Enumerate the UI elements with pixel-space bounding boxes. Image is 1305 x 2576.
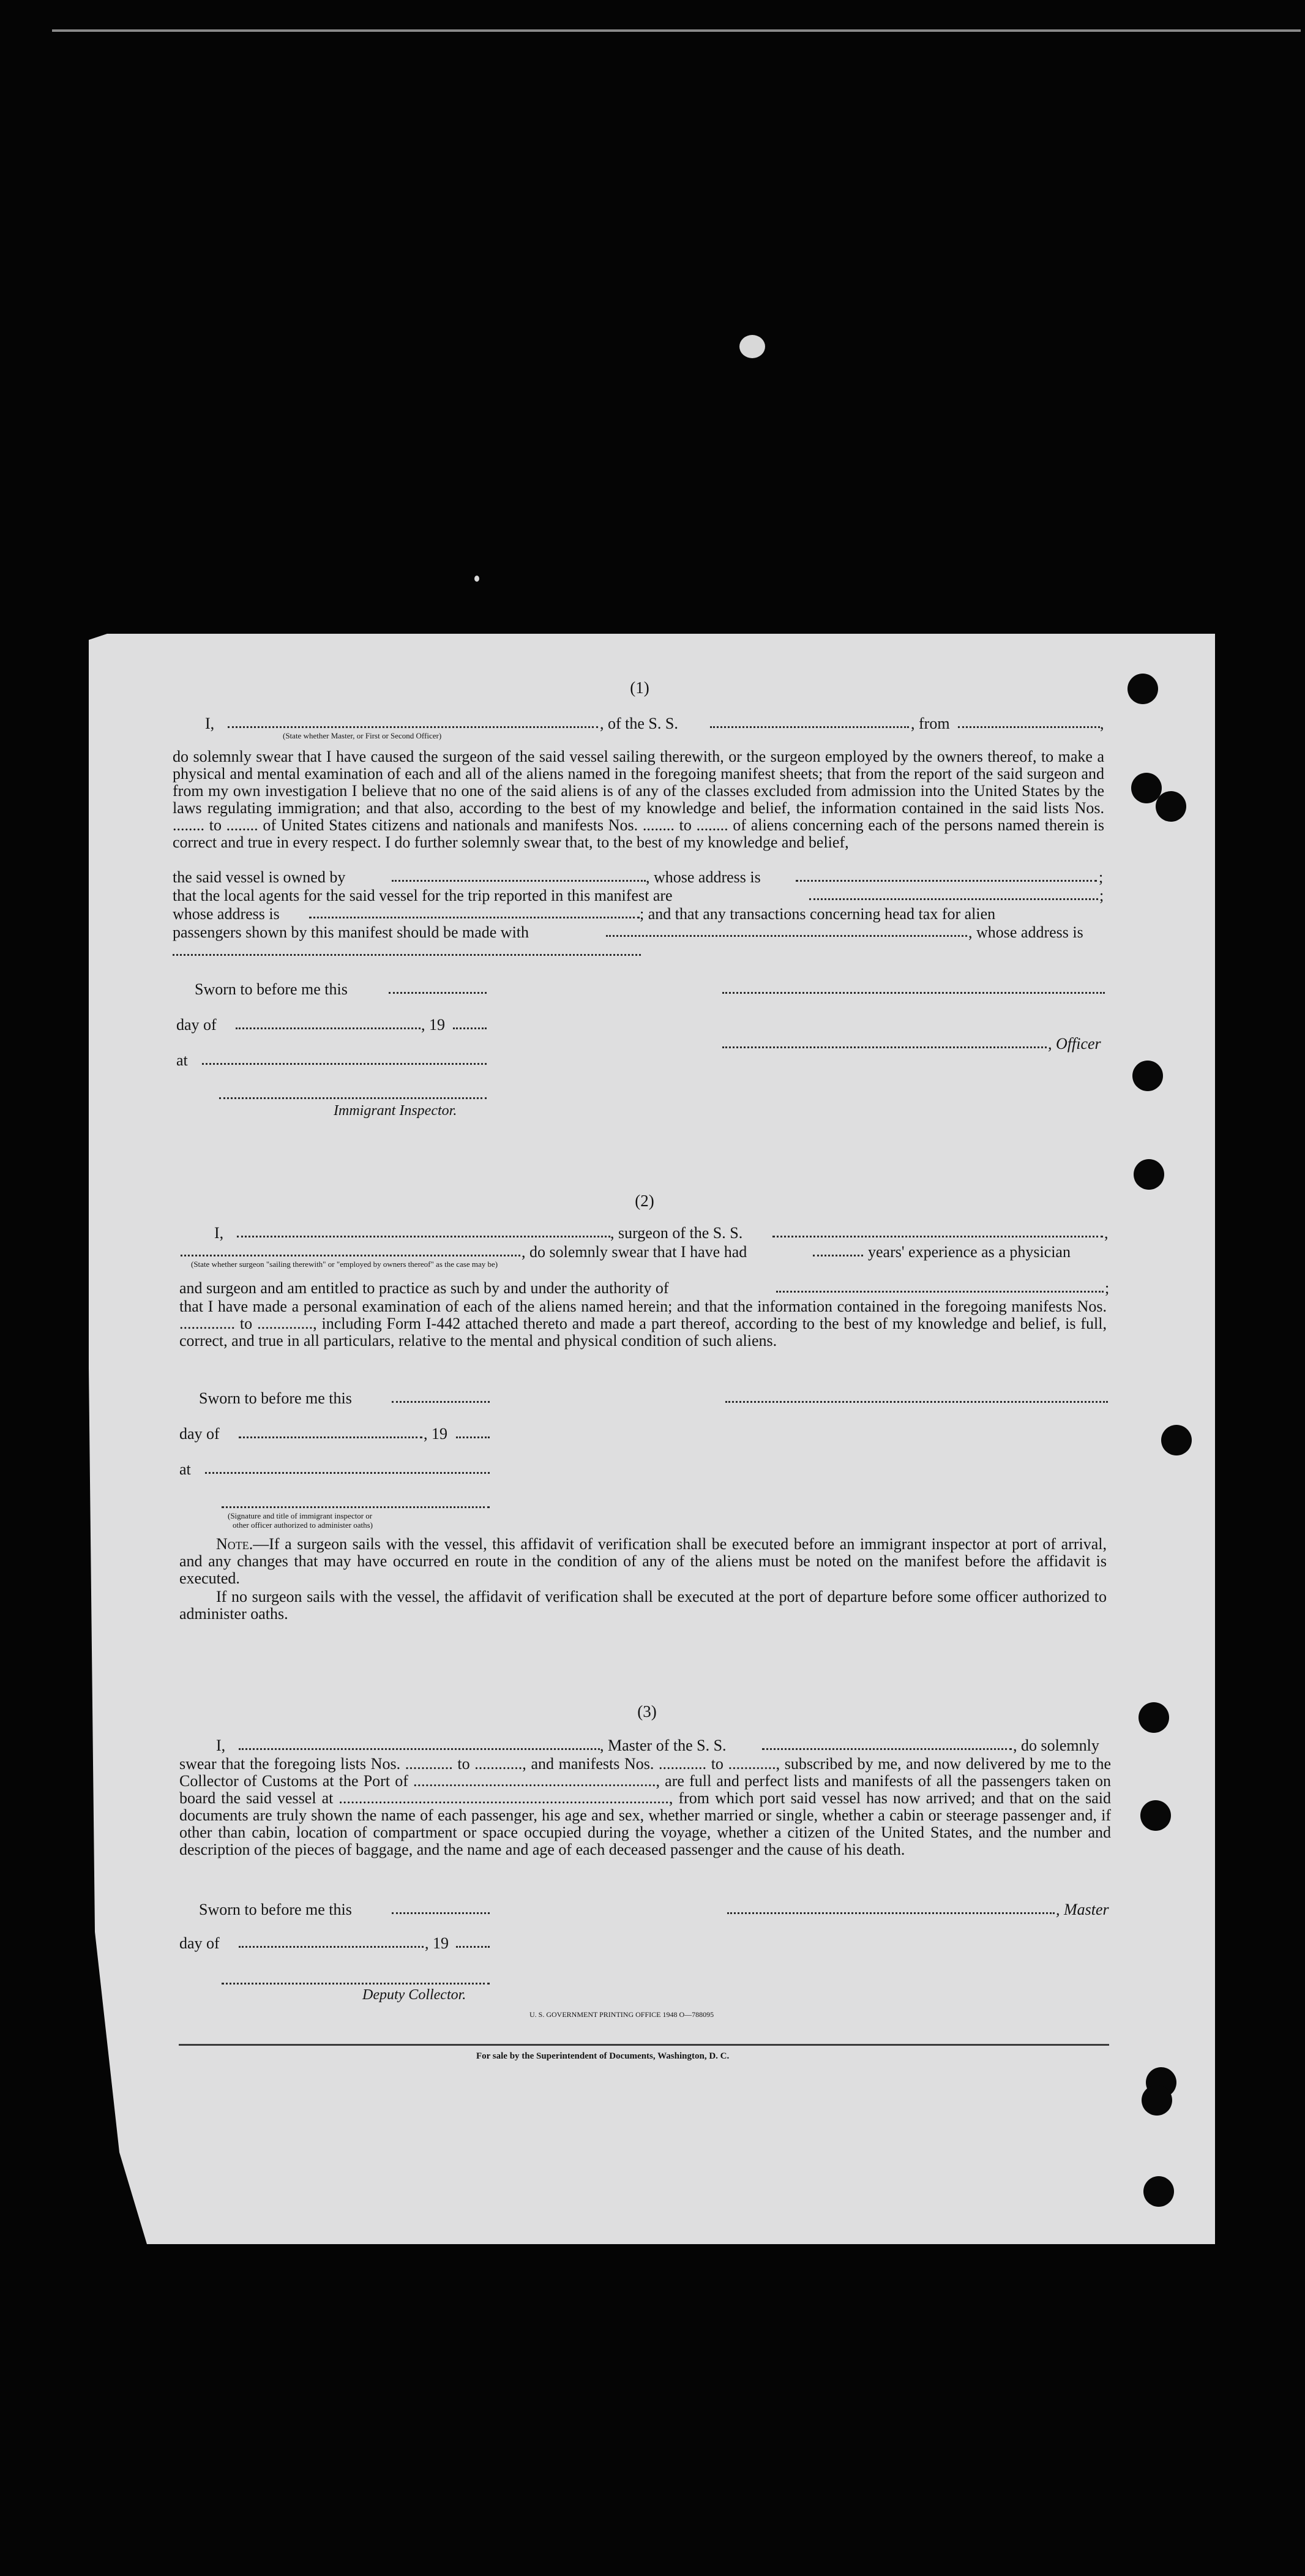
owner-address-field[interactable]: [796, 880, 1097, 882]
section3-year-field[interactable]: [456, 1946, 490, 1948]
section2-vessel-field[interactable]: [772, 1236, 1103, 1237]
section1-at: at: [176, 1051, 188, 1069]
collector-signature-field[interactable]: [222, 1983, 490, 1985]
section3-line1-i: I,: [216, 1737, 226, 1754]
semicolon: ;: [1099, 868, 1104, 886]
agents-field[interactable]: [809, 898, 1098, 900]
section2-day-field[interactable]: [239, 1436, 422, 1438]
signature-note-1: (Signature and title of immigrant inspector or: [228, 1511, 373, 1520]
section2-body: that I have made a personal examination of each of the aliens named herein; and that the information contained in the foregoing manifests Nos. .............. to .............., including Form I-442 attached thereto and made a part thereof, according to the best of my knowledge and belief, is full, correct, and true in all particulars, relative to the mental and physical condition of such aliens.: [179, 1297, 1107, 1350]
sale-notice: For sale by the Superintendent of Documents, Washington, D. C.: [476, 2051, 730, 2061]
owner-address-label: , whose address is: [646, 868, 761, 886]
passengers-label: passengers shown by this manifest should be made with: [173, 923, 529, 941]
agents-address-label: whose address is: [173, 905, 280, 923]
section3-day-field[interactable]: [239, 1946, 424, 1948]
section2-heading: (2): [635, 1192, 654, 1210]
section3-day: day of: [179, 1934, 220, 1952]
section1-line1-from: , from: [911, 715, 950, 732]
inspector-label: Immigrant Inspector.: [334, 1103, 457, 1119]
owned-label: the said vessel is owned by: [173, 868, 346, 886]
section2-note2: If no surgeon sails with the vessel, the affidavit of verification shall be executed at the port of departure before some officer authorized to administer oaths.: [179, 1588, 1107, 1623]
note-label: Note.: [216, 1535, 253, 1553]
agents-label: that the local agents for the said vessel for the trip reported in this manifest are: [173, 887, 673, 904]
collector-label: Deputy Collector.: [362, 1987, 466, 2003]
note-body: —If a surgeon sails with the vessel, this affidavit of verification shall be executed before an immigrant inspector at port of arrival, and any changes that may have occurred en route in the condition of any of the aliens must be noted on the manifest before the affidavit is executed.: [179, 1535, 1107, 1587]
officer-signature-field[interactable]: [722, 992, 1105, 994]
surgeon-signature-field[interactable]: [725, 1401, 1108, 1403]
surgeon-status-field[interactable]: [181, 1255, 520, 1256]
master-name-field[interactable]: [228, 726, 598, 728]
section2-line1-ss: , surgeon of the S. S.: [610, 1224, 743, 1242]
agents-address-field[interactable]: [309, 917, 640, 918]
section3-sworn-field[interactable]: [392, 1912, 490, 1914]
section2-at: at: [179, 1460, 191, 1478]
master-label: , Master: [1056, 1901, 1109, 1918]
from-port-field[interactable]: [958, 726, 1100, 728]
authority-label: and surgeon and am entitled to practice as such by and under the authority of: [179, 1279, 669, 1297]
surgeon-name-field[interactable]: [237, 1236, 610, 1237]
section1-officer-note: (State whether Master, or First or Second Officer): [283, 731, 442, 740]
section2-year-field[interactable]: [456, 1436, 490, 1438]
section1-line1-ss: , of the S. S.: [600, 715, 678, 732]
head-tax-address-label: , whose address is: [968, 923, 1083, 941]
section2-line2-physician: years' experience as a physician: [868, 1243, 1071, 1261]
section2-day: day of: [179, 1425, 220, 1443]
section3-heading: (3): [637, 1702, 657, 1721]
footer-rule: [179, 2044, 1109, 2046]
semicolon: ;: [1105, 1279, 1110, 1297]
head-tax-party-field[interactable]: [606, 935, 967, 937]
master-signature-field[interactable]: [727, 1912, 1055, 1914]
vessel-name-field[interactable]: [710, 726, 909, 728]
signature-note-2: other officer authorized to administer oaths): [233, 1520, 373, 1530]
section3-line1-ss: , Master of the S. S.: [600, 1737, 727, 1754]
comma: ,: [1104, 1224, 1109, 1242]
section1-line1-i: I,: [205, 715, 215, 732]
section1-year: , 19: [421, 1016, 445, 1034]
section2-surgeon-note: (State whether surgeon "sailing therewith" or "employed by owners thereof" as the case may be): [191, 1260, 498, 1269]
section3-sworn: Sworn to before me this: [199, 1901, 352, 1918]
section2-year: , 19: [424, 1425, 447, 1443]
section2-inspector-signature-field[interactable]: [222, 1506, 490, 1508]
section2-note: [179, 1536, 1107, 1587]
authority-field[interactable]: [776, 1291, 1104, 1293]
section1-day: day of: [176, 1016, 217, 1034]
gpo-imprint: U. S. GOVERNMENT PRINTING OFFICE 1948 O—788095: [529, 2010, 714, 2019]
section3-master-field[interactable]: [239, 1748, 600, 1750]
section1-sworn: Sworn to before me this: [195, 980, 348, 998]
inspector-signature-field[interactable]: [219, 1097, 487, 1099]
comma: ,: [1100, 715, 1104, 732]
owner-field[interactable]: [392, 880, 646, 882]
head-tax-text: ; and that any transactions concerning head tax for alien: [640, 905, 996, 923]
section1-body: do solemnly swear that I have caused the surgeon of the said vessel sailing therewith, or the surgeon employed by the owners thereof, to make a physical and mental examination of each and all of the aliens named in the foregoing manifest sheets; that from the report of the said surgeon and from my own investigation I believe that no one of the said aliens is of any of the classes excluded from admission into the United States by the laws regulating immigration; and that also, according to the best of my knowledge and belief, the information contained in the said lists Nos. ........ to ........ of United States citizens and nationals and manifests Nos. ........ to ........ of aliens concerning each of the persons named therein is correct and true in every respect. I do further solemnly swear that, to the best of my knowledge and belief,: [173, 748, 1104, 851]
section2-at-field[interactable]: [205, 1472, 490, 1474]
section1-at-field[interactable]: [202, 1063, 487, 1065]
section3-line1-solemnly: , do solemnly: [1013, 1737, 1099, 1754]
section2-line1-i: I,: [214, 1224, 224, 1242]
section3-vessel-field[interactable]: [762, 1748, 1012, 1750]
section1-day-field[interactable]: [236, 1027, 421, 1029]
section2-line2-swear: , do solemnly swear that I have had: [522, 1243, 747, 1261]
section2-sworn-field[interactable]: [392, 1401, 490, 1403]
officer-title-field[interactable]: [722, 1046, 1047, 1048]
section3-body: swear that the foregoing lists Nos. ............ to ............, and manifests Nos. ............ to ............, subscribed by me, and now delivered by me to the Collector of Customs at the Port of ............................................................., are full and perfect lists and manifests of all the passengers taken on board the said vessel at ..................................................................................., from which port said vessel has now arrived; and that on the said documents are truly shown the name of each passenger, his age and sex, whether married or single, whether a cabin or steerage passenger and, if other than cabin, location of compartment or space occupied during the voyage, whether a citizen of the United States, and the number and description of the pieces of baggage, and the name and age of each deceased passenger and the cause of his death.: [179, 1755, 1111, 1858]
semicolon: ;: [1099, 887, 1104, 904]
section1-sworn-field[interactable]: [389, 992, 487, 994]
head-tax-address-field[interactable]: [173, 954, 641, 956]
section3-year: , 19: [425, 1934, 449, 1952]
officer-label: , Officer: [1048, 1035, 1101, 1053]
years-experience-field[interactable]: [813, 1255, 863, 1256]
section2-sworn: Sworn to before me this: [199, 1389, 352, 1407]
section1-heading: (1): [630, 678, 649, 697]
section1-year-field[interactable]: [453, 1027, 487, 1029]
